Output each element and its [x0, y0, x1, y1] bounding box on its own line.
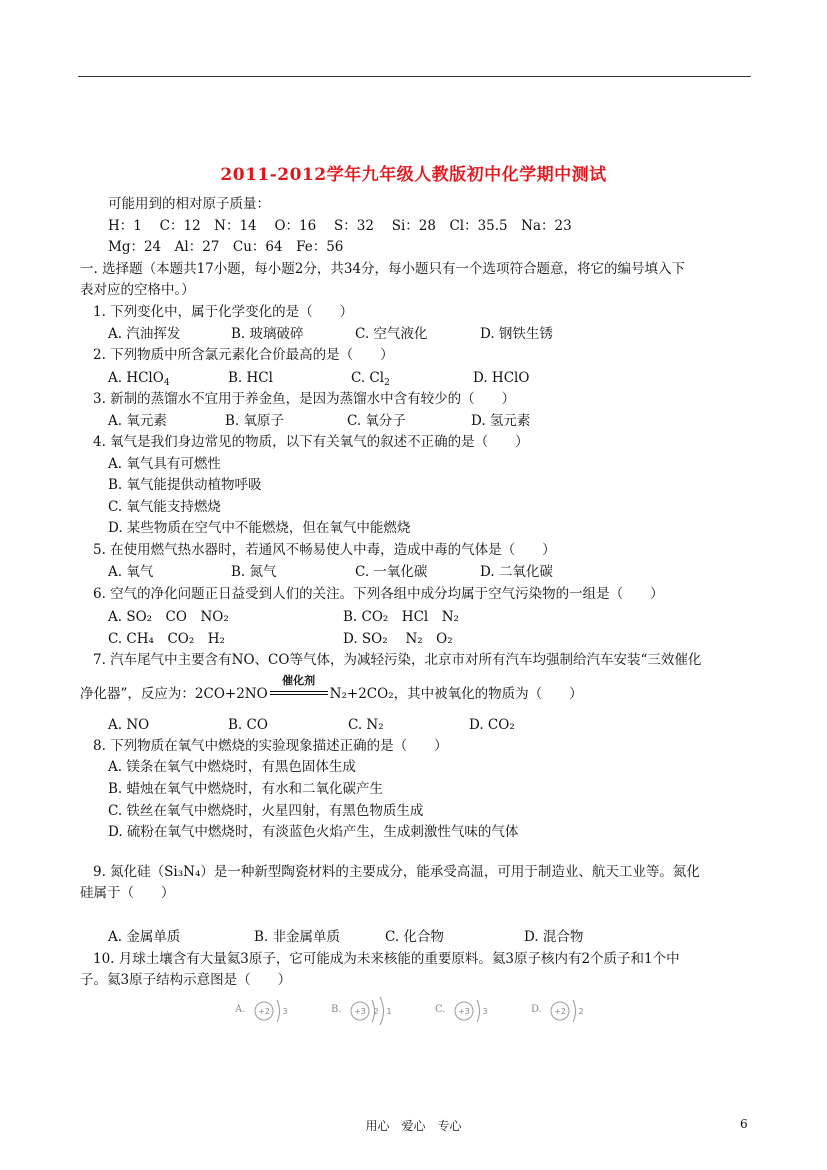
- atom-diagram-d-letter: D.: [531, 1004, 542, 1015]
- atom-diagram-a-svg: [251, 994, 291, 1028]
- atom-diagram-b: [331, 994, 401, 1028]
- question-8-option-c: C. 铁丝在氧气中燃烧时，火星四射，有黑色物质生成: [108, 803, 424, 819]
- atom-diagram-d: [531, 994, 591, 1028]
- question-7-stem-line-1: 7. 汽车尾气中主要含有NO、CO等气体，为减轻污染，北京市对所有汽车均强制给汽车安装“三效催化: [93, 652, 702, 668]
- atom-diagram-b-shell-2: 1: [386, 1007, 392, 1016]
- question-5-option-c: C. 一氧化碳: [355, 564, 428, 580]
- question-2-option-a: A. HClO$_4$: [108, 370, 170, 388]
- atom-diagram-c: [435, 994, 495, 1028]
- question-4-option-c: C. 氧气能支持燃烧: [108, 499, 221, 515]
- question-6-stem: 6. 空气的净化问题正日益受到人们的关注。下列各组中成分均属于空气污染物的一组是（ ）: [93, 586, 664, 602]
- question-9-option-d: D. 混合物: [524, 929, 584, 945]
- question-7-option-a: A. NO: [108, 717, 150, 733]
- atom-diagram-b-svg: [347, 994, 397, 1028]
- question-4-option-b: B. 氧气能提供动植物呼吸: [108, 477, 262, 493]
- question-9-stem-line-2: 硅属于（ ）: [80, 885, 175, 901]
- question-8-option-d: D. 硫粉在氧气中燃烧时，有淡蓝色火焰产生，生成刺激性气味的气体: [108, 824, 519, 840]
- atom-diagram-c-shell-1: 3: [482, 1007, 488, 1016]
- question-5-option-d: D. 二氧化碳: [480, 564, 553, 580]
- question-8-option-b: B. 蜡烛在氧气中燃烧时，有水和二氧化碳产生: [108, 781, 384, 797]
- question-3-option-a: A. 氧元素: [108, 413, 167, 429]
- question-2-option-b: B. HCl: [228, 370, 273, 386]
- question-3-option-d: D. 氢元素: [471, 413, 531, 429]
- atom-diagram-a: [235, 994, 295, 1028]
- question-10-stem-line-2: 子。氦3原子结构示意图是（ ）: [80, 972, 292, 988]
- atomic-mass-header: 可能用到的相对原子质量：: [108, 196, 270, 212]
- question-9-option-b: B. 非金属单质: [254, 929, 341, 945]
- question-3-stem: 3. 新制的蒸馏水不宜用于养金鱼，是因为蒸馏水中含有较少的（ ）: [93, 391, 516, 407]
- question-1-option-d: D. 钢铁生锈: [480, 326, 553, 342]
- atom-diagram-a-shell-1: 3: [282, 1007, 288, 1016]
- catalyst-arrow: [268, 674, 330, 702]
- atom-diagram-d-svg: [547, 994, 587, 1028]
- section-instructions-line-1: 一. 选择题（本题共17小题，每小题2分，共34分，每小题只有一个选项符合题意，将它的编号填入下: [80, 261, 686, 277]
- question-6-option-d: D. SO₂ N₂ O₂: [343, 631, 453, 647]
- question-4-option-a: A. 氧气具有可燃性: [108, 456, 221, 472]
- atom-diagram-b-letter: B.: [331, 1004, 342, 1015]
- atom-structure-diagrams: [235, 994, 595, 1028]
- atom-diagram-c-svg: [451, 994, 491, 1028]
- question-7-option-d: D. CO₂: [469, 717, 515, 733]
- question-2-option-c: C. $Cl_2$: [351, 370, 390, 388]
- page-title: 2011-2012学年九年级人教版初中化学期中测试: [220, 165, 607, 185]
- question-3-option-b: B. 氧原子: [225, 413, 285, 429]
- question-5-option-a: A. 氧气: [108, 564, 154, 580]
- question-2-option-d: D. HClO: [473, 370, 530, 386]
- question-2-stem: 2. 下列物质中所含氯元素化合价最高的是（ ）: [93, 347, 394, 363]
- question-3-option-c: C. 氧分子: [347, 413, 406, 429]
- atom-diagram-c-letter: C.: [435, 1004, 446, 1015]
- question-4-stem: 4. 氧气是我们身边常见的物质，以下有关氧气的叙述不正确的是（ ）: [93, 434, 529, 450]
- question-6-option-a: A. SO₂ CO NO₂: [108, 609, 229, 625]
- atom-diagram-d-nucleus: +2: [554, 1007, 566, 1016]
- atom-diagram-d-shell-1: 2: [578, 1007, 584, 1016]
- question-6-option-b: B. CO₂ HCl N₂: [343, 609, 459, 625]
- atom-diagram-c-nucleus: +3: [458, 1007, 470, 1016]
- atomic-mass-line-2: Mg：24 Al：27 Cu：64 Fe：56: [108, 239, 344, 255]
- page-number: 6: [740, 1117, 748, 1131]
- question-8-option-a: A. 镁条在氧气中燃烧时，有黑色固体生成: [108, 759, 356, 775]
- question-10-stem-line-1: 10. 月球土壤含有大量氦3原子，它可能成为未来核能的重要原料。氦3原子核内有2个质子和1个中: [93, 951, 680, 967]
- atom-diagram-a-letter: A.: [235, 1004, 246, 1015]
- question-6-option-c: C. CH₄ CO₂ H₂: [108, 631, 225, 647]
- atom-diagram-a-nucleus: +2: [258, 1007, 270, 1016]
- question-9-option-c: C. 化合物: [385, 929, 444, 945]
- header-rule: [78, 76, 751, 77]
- catalyst-label: 催化剂: [282, 674, 316, 687]
- question-1-option-a: A. 汽油挥发: [108, 326, 181, 342]
- question-8-stem: 8. 下列物质在氧气中燃烧的实验现象描述正确的是（ ）: [93, 738, 448, 754]
- question-5-stem: 5. 在使用燃气热水器时，若通风不畅易使人中毒，造成中毒的气体是（ ）: [93, 542, 556, 558]
- question-1-stem: 1. 下列变化中，属于化学变化的是（ ）: [93, 304, 354, 320]
- question-9-stem-line-1: 9. 氮化硅（Si₃N₄）是一种新型陶瓷材料的主要成分，能承受高温，可用于制造业、航天工业等。氮化: [93, 864, 700, 880]
- atomic-mass-line-1: H：1 C：12 N：14 O：16 S：32 Si：28 Cl：35.5 Na：23: [108, 218, 572, 234]
- atom-diagram-b-shell-1: 2: [373, 1007, 379, 1016]
- question-7-stem-line-2: 净化器”，反应为：2CO+2NO 催化剂 N₂+2CO₂，其中被氧化的物质为（ ）: [80, 674, 583, 702]
- question-4-option-d: D. 某些物质在空气中不能燃烧，但在氧气中能燃烧: [108, 520, 411, 536]
- question-7-option-c: C. N₂: [348, 717, 384, 733]
- question-5-option-b: B. 氮气: [231, 564, 277, 580]
- page-footer: 用心 爱心 专心: [365, 1119, 462, 1133]
- question-7-option-b: B. CO: [228, 717, 268, 733]
- question-1-option-c: C. 空气液化: [355, 326, 428, 342]
- question-1-option-b: B. 玻璃破碎: [231, 326, 304, 342]
- atom-diagram-b-nucleus: +3: [354, 1007, 366, 1016]
- section-instructions-line-2: 表对应的空格中。）: [80, 282, 195, 298]
- question-9-option-a: A. 金属单质: [108, 929, 181, 945]
